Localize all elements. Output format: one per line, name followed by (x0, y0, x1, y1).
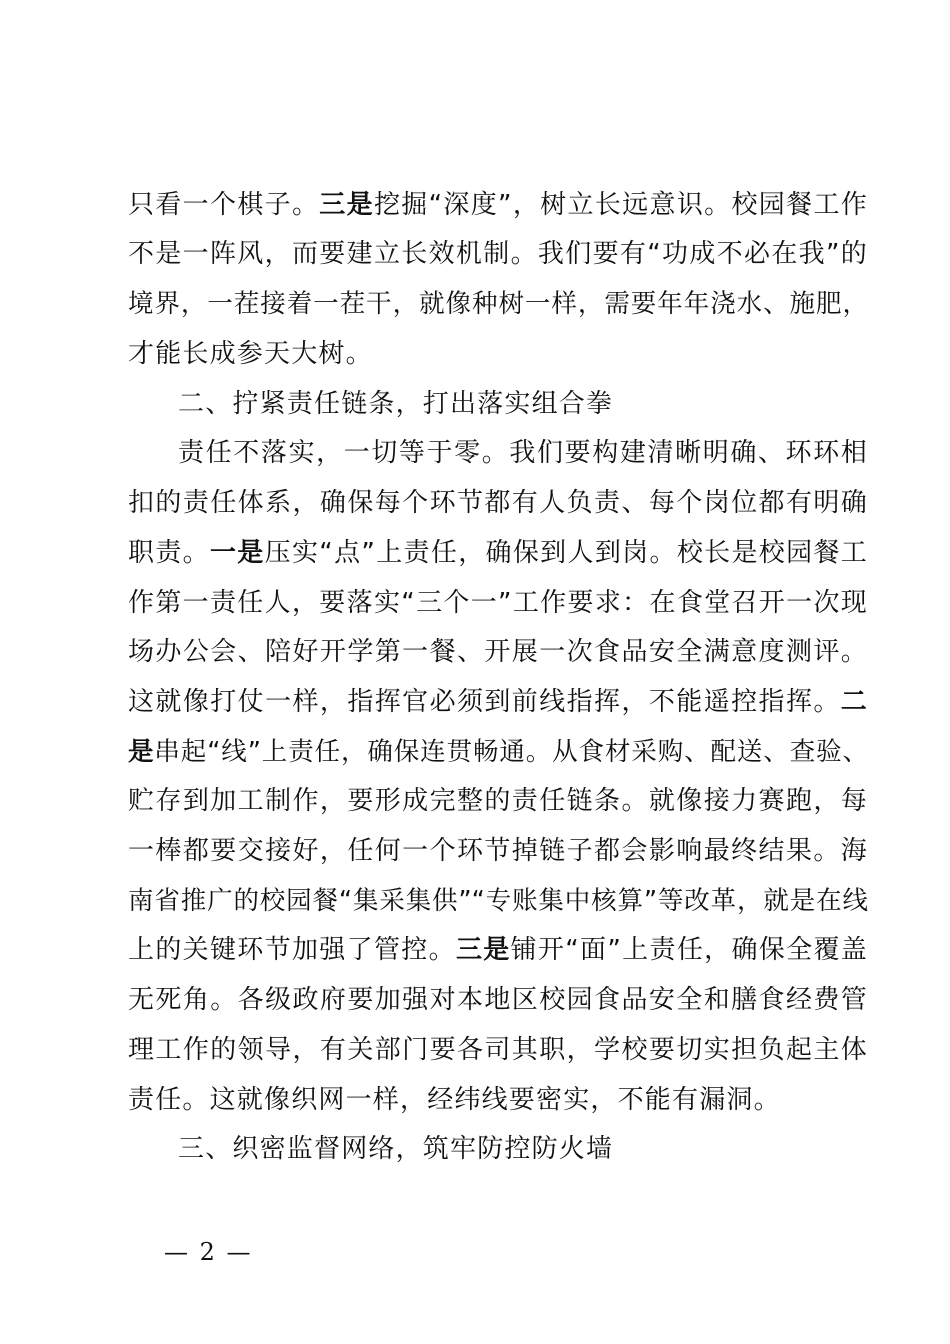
paragraph-2-line-5 (128, 637, 868, 667)
text-span: 一棒都要交接好，任何一个环节掉链子都会影响最终结果。海 (128, 836, 868, 866)
text-span: 境界，一茬接着一茬干，就像种树一样，需要年年浇水、施肥， (128, 289, 868, 319)
text-span: 挖掘“深度”，树立长远意识。校园餐工作 (373, 190, 868, 220)
paragraph-1-line-4 (128, 339, 868, 369)
text-span: 上的关键环节加强了管控。 (128, 935, 456, 965)
text-span: 压实“点”上责任，确保到人到岗。校长是校园餐工 (264, 538, 868, 568)
paragraph-2-line-2 (128, 488, 868, 518)
text-span: 才能长成参天大树。 (128, 339, 373, 369)
paragraph-1-line-1 (128, 190, 868, 220)
text-span: 铺开“面”上责任，确保全覆盖 (510, 935, 868, 965)
section-heading-3: 三、织密监督网络，筑牢防控防火墙 (178, 1134, 614, 1164)
text-span: 只看一个棋子。 (128, 190, 320, 220)
text-span: 南省推广的校园餐“集采集供”“专账集中核算”等改革，就是在线 (128, 886, 868, 916)
bold-marker-san-shi: 三是 (319, 190, 374, 220)
text-span: 贮存到加工制作，要形成完整的责任链条。就像接力赛跑，每 (128, 786, 868, 816)
paragraph-2-line-8 (128, 786, 868, 816)
paragraph-2-line-12 (128, 985, 868, 1015)
bold-marker-shi: 是 (128, 737, 155, 767)
paragraph-2-line-7 (128, 737, 868, 767)
text-span: 这就像打仗一样，指挥官必须到前线指挥，不能遥控指挥。 (128, 687, 841, 717)
section-heading-2: 二、拧紧责任链条，打出落实组合拳 (178, 389, 614, 419)
paragraph-2-line-10 (128, 886, 868, 916)
paragraph-2-line-3 (128, 538, 868, 568)
bold-marker-er: 二 (840, 687, 868, 717)
text-span: 责任。这就像织网一样，经纬线要密实，不能有漏洞。 (128, 1085, 781, 1115)
text-span: 场办公会、陪好开学第一餐、开展一次食品安全满意度测评。 (128, 637, 868, 667)
paragraph-2-line-4 (128, 588, 868, 618)
text-span: 不是一阵风，而要建立长效机制。我们要有“功成不必在我”的 (128, 239, 868, 269)
paragraph-2-line-1 (178, 438, 868, 468)
bold-marker-san-shi: 三是 (455, 935, 511, 965)
text-span: 无死角。各级政府要加强对本地区校园食品安全和膳食经费管 (128, 985, 868, 1015)
paragraph-2-line-13 (128, 1035, 868, 1065)
text-span: 扣的责任体系，确保每个环节都有人负责、每个岗位都有明确 (128, 488, 868, 518)
text-span: 职责。 (128, 538, 210, 568)
text-span: 理工作的领导，有关部门要各司其职，学校要切实担负起主体 (128, 1035, 868, 1065)
page-number: — 2 — (164, 1238, 253, 1266)
text-span: 作第一责任人，要落实“三个一”工作要求：在食堂召开一次现 (128, 588, 868, 618)
text-span: 责任不落实，一切等于零。我们要构建清晰明确、环环相 (178, 438, 868, 468)
paragraph-1-line-3 (128, 289, 868, 319)
paragraph-1-line-2 (128, 239, 868, 269)
paragraph-2-line-9 (128, 836, 868, 866)
paragraph-2-line-14 (128, 1085, 868, 1115)
paragraph-2-line-11 (128, 935, 868, 965)
paragraph-2-line-6 (128, 687, 868, 717)
bold-marker-yi-shi: 一是 (209, 538, 265, 568)
text-span: 串起“线”上责任，确保连贯畅通。从食材采购、配送、查验、 (154, 737, 868, 767)
